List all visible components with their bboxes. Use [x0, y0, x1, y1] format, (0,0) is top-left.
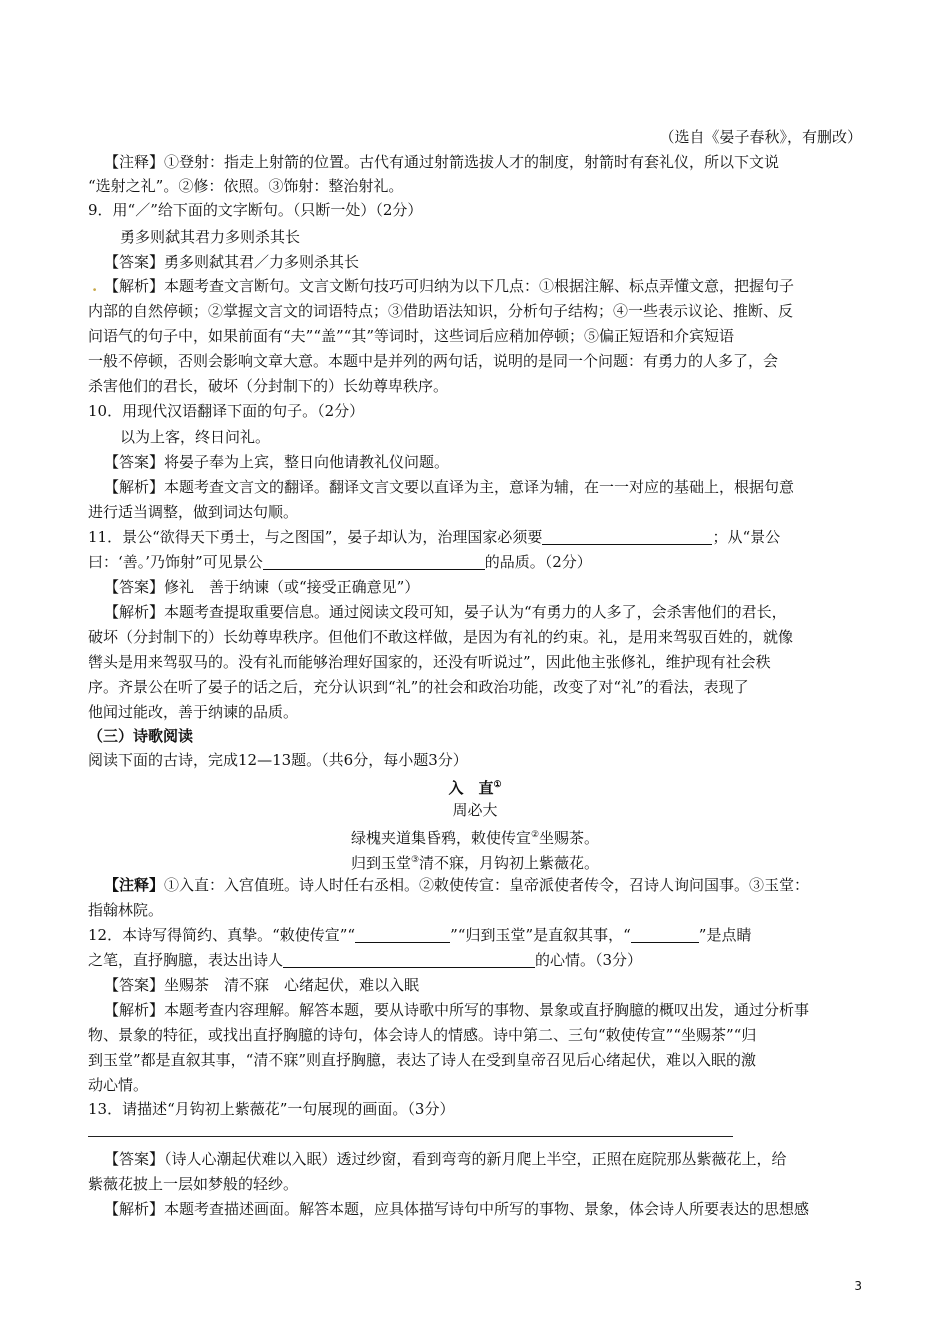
question-12-line-1: 12．本诗写得简约、真挚。“敕使传宣”“ ”“归到玉堂”是直叙其事，“ ”是点睛: [88, 926, 752, 944]
answer-blank[interactable]: [263, 553, 485, 570]
question-12-answer: 【答案】坐赐茶 清不寐 心绪起伏，难以入眠: [104, 976, 420, 994]
question-11-line-1: 11．景公“欲得天下勇士，与之图国”，晏子却认为，治理国家必须要 ；从“景公: [88, 528, 781, 546]
poem-note-line-2: 指翰林院。: [88, 901, 164, 919]
margin-dot: .: [92, 277, 98, 295]
question-10-analysis-2: 进行适当调整，做到词达句顺。: [88, 503, 299, 521]
question-10: 10．用现代汉语翻译下面的句子。（2分）: [88, 402, 365, 420]
question-11-answer: 【答案】修礼 善于纳谏（或“接受正确意见”）: [104, 578, 420, 596]
poem-title: 入 直①: [448, 779, 502, 797]
question-9-analysis-2: 内部的自然停顿；②掌握文言文的词语特点；③借助语法知识，分析句子结构；④一些表示议论、推断、反: [88, 302, 794, 320]
question-9-answer: 【答案】勇多则弑其君／力多则杀其长: [104, 253, 360, 271]
question-9-analysis-4: 一般不停顿，否则会影响文章大意。本题中是并列的两句话，说明的是同一个问题：有勇力的人多了，会: [88, 352, 779, 370]
section-heading-poetry: （三）诗歌阅读: [88, 727, 194, 745]
question-11-analysis-3: 辔头是用来驾驭马的。没有礼而能够治理好国家的，还没有听说过”，因此他主张修礼，维护现有社会秩: [88, 653, 771, 671]
answer-blank[interactable]: [631, 926, 699, 943]
question-11-analysis-1: 【解析】本题考查提取重要信息。通过阅读文段可知，晏子认为“有勇力的人多了，会杀害他们的君长，: [104, 603, 787, 621]
question-12-analysis-3: 到玉堂”都是直叙其事，“清不寐”则直抒胸臆，表达了诗人在受到皇帝召见后心绪起伏，难以入眠的激: [88, 1051, 757, 1069]
section-intro: 阅读下面的古诗，完成12—13题。（共6分，每小题3分）: [88, 751, 468, 769]
question-13-answer-2: 紫薇花披上一层如梦般的轻纱。: [88, 1175, 299, 1193]
poem-line-2: 归到玉堂③清不寐，月钩初上紫薇花。: [350, 854, 600, 872]
question-11-analysis-2: 破坏（分封制下的）长幼尊卑秩序。但他们不敢这样做，是因为有礼的约束。礼，是用来驾驭百姓的，就像: [88, 628, 794, 646]
question-9-analysis-5: 杀害他们的君长，破坏（分封制下的）长幼尊卑秩序。: [88, 377, 449, 395]
note-line-1: 【注释】①登射：指走上射箭的位置。古代有通过射箭选拔人才的制度，射箭时有套礼仪，所以下文说: [104, 153, 780, 171]
question-9-analysis-1: 【解析】本题考查文言断句。文言文断句技巧可归纳为以下几点：①根据注解、标点弄懂文意，把握句子: [104, 277, 795, 295]
question-9-text: 勇多则弑其君力多则杀其长: [120, 228, 301, 246]
poem-line-1: 绿槐夹道集昏鸦，敕使传宣②坐赐茶。: [350, 829, 600, 847]
question-13: 13．请描述“月钩初上紫薇花”一句展现的画面。（3分）: [88, 1100, 455, 1118]
question-12-analysis-4: 动心情。: [88, 1076, 149, 1094]
question-9: 9．用“／”给下面的文字断句。（只断一处）（2分）: [88, 201, 423, 219]
question-10-answer: 【答案】将晏子奉为上宾，整日向他请教礼仪问题。: [104, 453, 450, 471]
answer-blank[interactable]: [283, 951, 535, 968]
poem-author: 周必大: [452, 801, 498, 819]
question-11-analysis-5: 他闻过能改，善于纳谏的品质。: [88, 703, 299, 721]
answer-blank[interactable]: [355, 926, 450, 943]
question-13-answer-1: 【答案】（诗人心潮起伏难以入眠）透过纱窗，看到弯弯的新月爬上半空，正照在庭院那丛紫薇花上，给: [104, 1150, 787, 1168]
question-9-analysis-3: 问语气的句子中，如果前面有“夫”“盖”“其”等词时，这些词后应稍加停顿；⑤偏正短语和介宾短语: [88, 327, 735, 345]
page-number: 3: [854, 1279, 862, 1293]
question-13-analysis-1: 【解析】本题考查描述画面。解答本题，应具体描写诗句中所写的事物、景象，体会诗人所要表达的思想感: [104, 1200, 810, 1218]
poem-note-line-1: 【注释】①入直：入宫值班。诗人时任右丞相。②敕使传宣：皇帝派使者传令，召诗人询问国事。③玉堂：: [104, 876, 810, 894]
question-11-line-2: 曰：‘善。’乃饰射”可见景公 的品质。（2分）: [88, 553, 592, 571]
note-line-2: “选射之礼”。②修：依照。③饰射：整治射礼。: [88, 177, 404, 195]
question-11-analysis-4: 序。齐景公在听了晏子的话之后，充分认识到“礼”的社会和政治功能，改变了对“礼”的看法，表现了: [88, 678, 749, 696]
question-12-analysis-2: 物、景象的特征，或找出直抒胸臆的诗句，体会诗人的情感。诗中第二、三句“敕使传宣”“坐赐茶”“归: [88, 1026, 757, 1044]
answer-blank[interactable]: [542, 528, 712, 545]
answer-line[interactable]: [88, 1136, 733, 1137]
question-10-text: 以为上客，终日问礼。: [120, 428, 271, 446]
question-12-analysis-1: 【解析】本题考查内容理解。解答本题，要从诗歌中所写的事物、景象或直抒胸臆的概叹出发，通过分析事: [104, 1001, 810, 1019]
question-12-line-2: 之笔，直抒胸臆，表达出诗人 的心情。（3分）: [88, 951, 643, 969]
question-10-analysis-1: 【解析】本题考查文言文的翻译。翻译文言文要以直译为主，意译为辅，在一一对应的基础上，根据句意: [104, 478, 795, 496]
source-citation: （选自《晏子春秋》，有删改）: [659, 128, 862, 146]
